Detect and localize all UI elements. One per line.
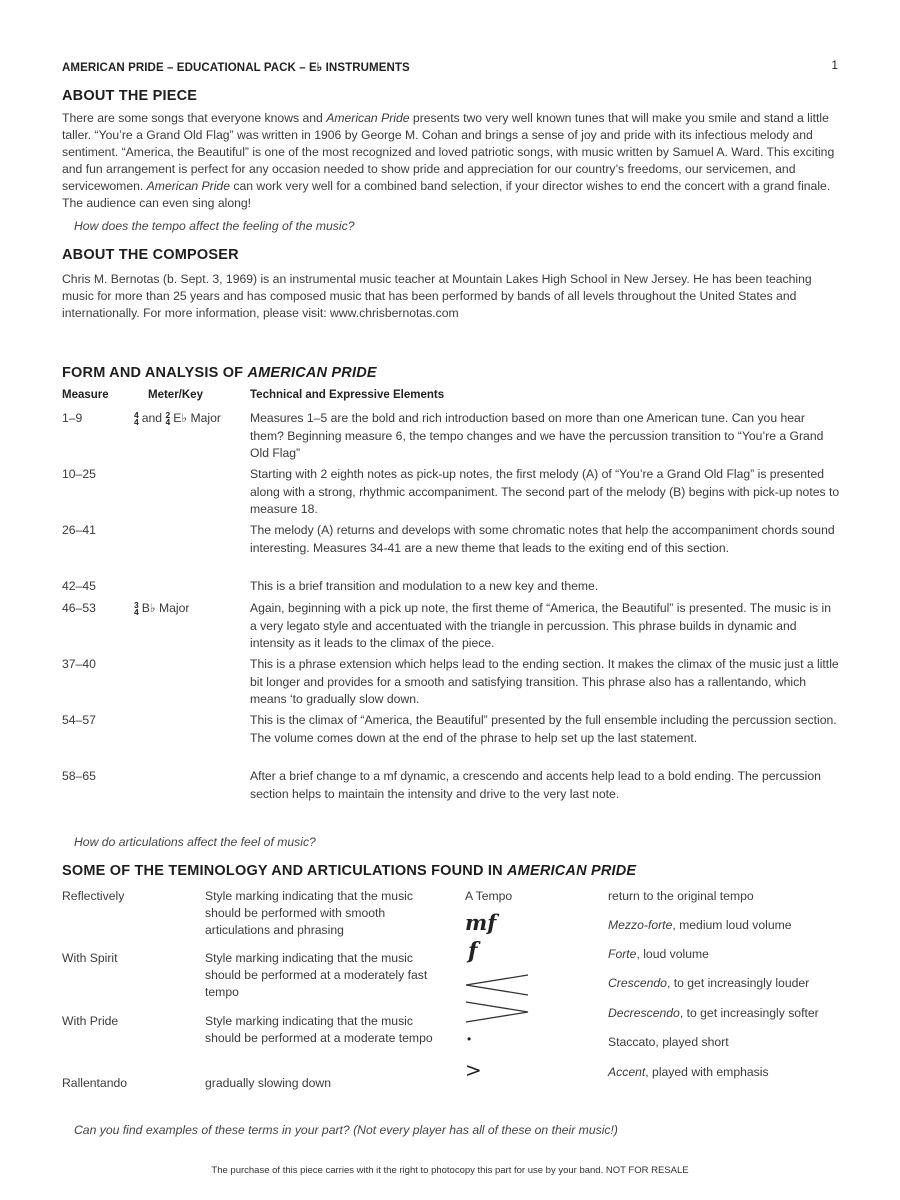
term-label: With Spirit (62, 951, 118, 965)
staccato-icon: • (467, 1032, 472, 1046)
measure-cell: 37–40 (62, 657, 96, 671)
symbol-definition: Mezzo-forte, medium loud volume (608, 918, 792, 932)
running-title: AMERICAN PRIDE – EDUCATIONAL PACK – E♭ INSTRUMENTS (62, 62, 410, 74)
crescendo-icon (464, 973, 530, 997)
description-cell: After a brief change to a mf dynamic, a crescendo and accents help lead to a bold ending. The percussion section helps to maintain the intensity and drive to the very last note. (250, 769, 821, 801)
description-cell: Measures 1–5 are the bold and rich introduction based on more than one American tune. Can you hear them? Beginning measure 6, the tempo changes and we have the percussion transition to “You’re a Grand Old Flag” (250, 411, 824, 460)
articulation-question: How do articulations affect the feel of music? (74, 835, 316, 849)
about-piece-heading: ABOUT THE PIECE (62, 88, 198, 104)
term-label: Reflectively (62, 889, 125, 903)
meter-key-cell: 4 4 and 2 4 E♭ Major (134, 409, 221, 427)
measure-cell: 46–53 (62, 601, 96, 615)
measure-cell: 42–45 (62, 579, 96, 593)
decrescendo-icon (464, 1000, 530, 1024)
symbol-definition: Staccato, played short (608, 1035, 729, 1049)
terminology-heading: SOME OF THE TEMINOLOGY AND ARTICULATIONS FOUND IN AMERICAN PRIDE (62, 863, 637, 879)
term-definition: Style marking indicating that the music should be performed at a moderately fast tempo (205, 951, 428, 999)
a-tempo-label: A Tempo (465, 889, 513, 903)
page-number: 1 (831, 60, 838, 72)
term-label: With Pride (62, 1014, 119, 1028)
term-definition: gradually slowing down (205, 1076, 332, 1090)
time-signature-icon: 2 4 (165, 409, 171, 427)
form-analysis-heading: FORM AND ANALYSIS OF AMERICAN PRIDE (62, 365, 377, 381)
tempo-question: How does the tempo affect the feeling of the music? (74, 219, 355, 233)
measure-cell: 1–9 (62, 411, 83, 425)
about-composer-body: Chris M. Bernotas (b. Sept. 3, 1969) is an instrumental music teacher at Mountain Lakes High School in New Jersey. He has been teaching music for more than 25 years and has composed music that has been performed by bands of all levels throughout the United States and internationally. For more information, please visit: www.chrisbernotas.com (62, 272, 812, 320)
about-composer-heading: ABOUT THE COMPOSER (62, 247, 239, 263)
col-elements: Technical and Expressive Elements (250, 389, 445, 401)
symbol-definition: Crescendo, to get increasingly louder (608, 976, 810, 990)
meter-key-cell: 3 4 B♭ Major (134, 599, 190, 617)
forte-icon: f (468, 938, 478, 964)
measure-cell: 58–65 (62, 769, 96, 783)
symbol-definition: Decrescendo, to get increasingly softer (608, 1006, 819, 1020)
description-cell: This is a phrase extension which helps lead to the ending section. It makes the climax of the music just a little bit longer and provides for a smooth and satisfying transition. This phrase also has a rallentando, which means ‘to gradually slow down. (250, 657, 839, 706)
description-cell: Again, beginning with a pick up note, the first theme of “America, the Beautiful” is presented. The music is in a very legato style and accentuated with the triangle in percussion. This phrase builds in dynamic and intensity as it leads to the climax of the piece. (250, 601, 832, 650)
time-signature-icon: 4 4 (134, 409, 139, 427)
copyright-footer: The purchase of this piece carries with it the right to photocopy this part for use by your band. NOT FOR RESALE (211, 1165, 689, 1176)
symbol-definition: Accent, played with emphasis (608, 1065, 769, 1079)
mezzo-forte-icon: mf (465, 910, 497, 935)
measure-cell: 54–57 (62, 713, 96, 727)
time-signature-icon: 3 4 (134, 599, 139, 617)
term-label: Rallentando (62, 1076, 128, 1090)
symbol-definition: return to the original tempo (608, 889, 754, 903)
symbol-definition: Forte, loud volume (608, 947, 709, 961)
measure-cell: 10–25 (62, 467, 96, 481)
measure-cell: 26–41 (62, 523, 96, 537)
description-cell: The melody (A) returns and develops with some chromatic notes that help the accompaniment chords sound interesting. Measures 34-41 are a new theme that leads to the exiting end of this section. (250, 523, 835, 555)
running-header (62, 60, 838, 74)
examples-question: Can you find examples of these terms in your part? (Not every player has all of these on their music!) (74, 1123, 618, 1137)
about-piece-body: There are some songs that everyone knows and American Pride presents two very well known tunes that will make you smile and stand a little taller. “You’re a Grand Old Flag” was written in 1906 by George M. Cohan and brings a sense of joy and pride with its infectious melody and sentiment. “America, the Beautiful” is one of the most recognized and loved patriotic songs, with music written by Samuel A. Ward. This exciting and fun arrangement is perfect for any occasion needed to show pride and appreciation for our country’s freedoms, our servicemen, and servicewomen. American Pride can work very well for a combined band selection, if your director wishes to end the concert with a grand finale. The audience can even sing along! (62, 111, 835, 210)
col-meter-key: Meter/Key (148, 389, 203, 401)
description-cell: Starting with 2 eighth notes as pick-up notes, the first melody (A) of “You’re a Grand Old Flag” is presented along with a strong, rhythmic accompaniment. The second part of the melody (B) begins with pick-up notes to measure 18. (250, 467, 840, 516)
term-definition: Style marking indicating that the music should be performed at a moderate tempo (205, 1014, 433, 1045)
col-measure: Measure (62, 389, 109, 401)
description-cell: This is a brief transition and modulation to a new key and theme. (250, 579, 599, 593)
term-definition: Style marking indicating that the music should be performed with smooth articulations and phrasing (205, 889, 413, 937)
accent-icon: > (465, 1058, 482, 1082)
description-cell: This is the climax of “America, the Beautiful” presented by the full ensemble including the percussion section. The volume comes down at the end of the phrase to help set up the last statement. (250, 713, 837, 745)
